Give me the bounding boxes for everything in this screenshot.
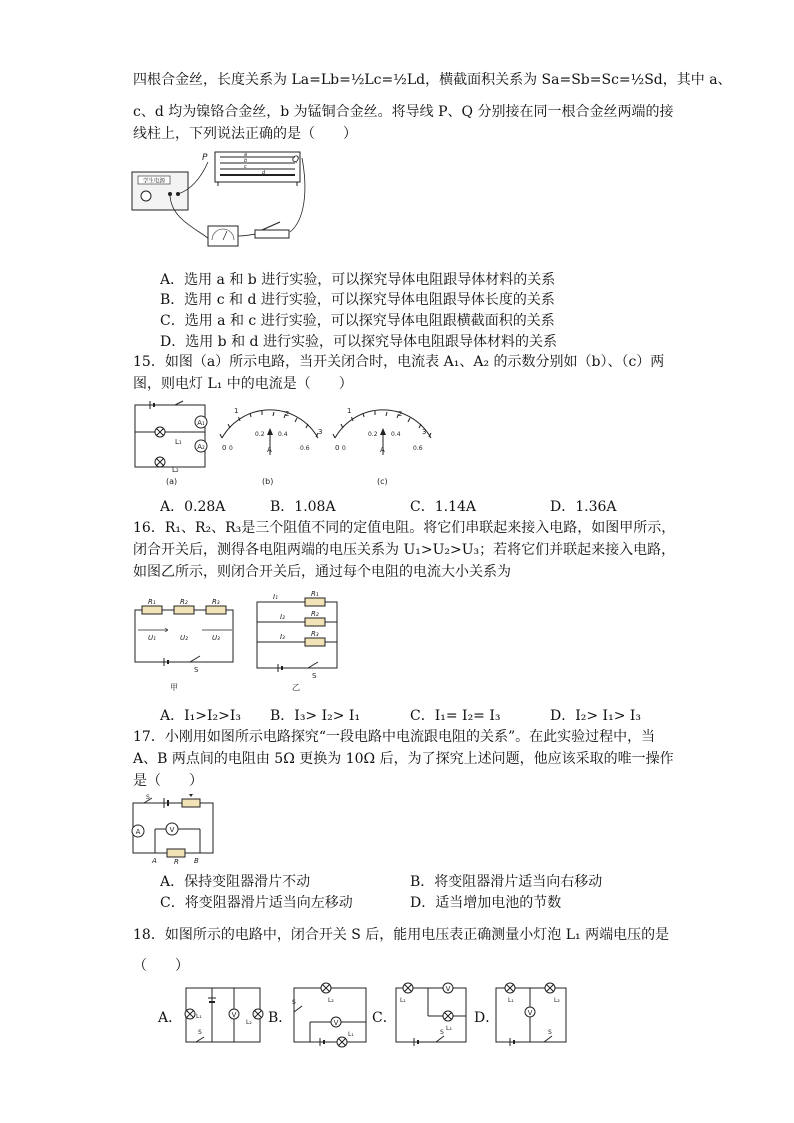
label-yi: 乙: [292, 683, 300, 692]
a-V: V: [231, 1011, 237, 1019]
q14-stem-line2: c、d 均为镍铬合金丝，b 为锰铜合金丝。将导线 P、Q 分别接在同一根合金丝两端的接: [133, 104, 674, 120]
label-A1: A₁: [197, 419, 205, 427]
label-jia: 甲: [170, 683, 178, 692]
label-U1: U₁: [148, 634, 156, 642]
q16-stem-line2: 闭合开关后，测得各电阻两端的电压关系为 U₁>U₂>U₃；若将它们并联起来接入电路，: [133, 542, 676, 558]
wire-d-label: d: [262, 170, 266, 176]
label-R1-yi: R₁: [311, 590, 319, 598]
wire-c-label: c: [244, 164, 247, 170]
label-A2: A₂: [197, 443, 205, 451]
label-fig-b: (b): [262, 477, 274, 486]
meter-c-zero: 0: [335, 444, 340, 452]
q17-option-c[interactable]: C．将变阻器滑片适当向左移动: [160, 895, 353, 911]
label-R: R: [174, 858, 179, 866]
q17-option-d[interactable]: D．适当增加电池的节数: [410, 895, 562, 911]
meter-c-top-1: 1: [347, 407, 352, 415]
q18-stem-line2: （ ）: [133, 958, 189, 974]
q17-stem-line1: 17．小刚用如图所示电路探究“一段电路中电流跟电阻的关系”。在此实验过程中，当: [133, 729, 656, 745]
meter-b-tick-04: 0.4: [278, 431, 288, 438]
c-L1: L₁: [400, 997, 406, 1004]
label-R1: R₁: [148, 598, 156, 606]
label-R2: R₂: [180, 598, 188, 606]
c-V: V: [445, 985, 451, 993]
c-L2: L₂: [446, 1025, 452, 1032]
a-L1: L₁: [196, 1013, 202, 1020]
meter-b-zero: 0: [222, 444, 227, 452]
q18-stem-line1: 18．如图所示的电路中，闭合开关 S 后，能用电压表正确测量小灯泡 L₁ 两端电压的是: [133, 927, 670, 943]
d-L2: L₂: [554, 997, 560, 1004]
meter-c-tick-04: 0.4: [391, 431, 401, 438]
q16-stem-line1: 16．R₁、R₂、R₃是三个阻值不同的定值电阻。将它们串联起来接入电路，如图甲所示，: [133, 520, 676, 536]
wire-a-label: a: [244, 152, 248, 158]
label-R2-yi: R₂: [311, 610, 319, 618]
q15-option-a[interactable]: A．0.28A: [160, 499, 226, 515]
b-L2: L₂: [328, 997, 334, 1004]
meter-b-tick-0: 0: [229, 445, 233, 452]
c-S: S: [440, 1029, 444, 1036]
b-L1: L₁: [348, 1031, 354, 1038]
meter-b-unit: A: [267, 446, 272, 454]
meter-c-top-2: 2: [398, 410, 403, 418]
label-S-jia: S: [194, 666, 199, 674]
q18-option-a-letter[interactable]: A．: [158, 1010, 183, 1026]
q14-stem-line1: 四根合金丝，长度关系为 La=Lb=½Lc=½Ld，横截面积关系为 Sa=Sb=Sc=½Sd，其中 a、: [133, 72, 732, 88]
q17-stem-line3: 是（ ）: [133, 773, 203, 789]
label-I2: I₂: [280, 613, 285, 621]
q16-option-b[interactable]: B．I₃> I₂> I₁: [270, 708, 361, 724]
a-L2: L₂: [246, 1019, 252, 1026]
label-fig-c: (c): [377, 477, 388, 486]
meter-b-tick-02: 0.2: [255, 431, 265, 438]
label-R3: R₃: [212, 598, 220, 606]
q18-circuit-a[interactable]: [182, 982, 264, 1046]
q14-figure: [130, 150, 310, 265]
q16-option-d[interactable]: D．I₂> I₁> I₃: [550, 708, 642, 724]
q18-option-d-letter[interactable]: D．: [474, 1010, 500, 1026]
ammeter-b: [220, 407, 322, 486]
q14-option-c[interactable]: C．选用 a 和 c 进行实验，可以探究导体电阻跟横截面积的关系: [160, 313, 555, 329]
q15-option-d[interactable]: D．1.36A: [550, 499, 617, 515]
meter-b-top-3: 3: [318, 428, 323, 436]
d-V: V: [527, 1009, 533, 1017]
b-V: V: [333, 1019, 339, 1027]
b-S: S: [292, 999, 296, 1006]
q16-stem-line3: 如图乙所示，则闭合开关后，通过每个电阻的电流大小关系为: [133, 564, 511, 580]
label-A-meter: A: [135, 828, 141, 836]
wire-b-label: b: [244, 158, 248, 164]
q17-figure: [130, 795, 220, 865]
supply-label: 学生电源: [142, 178, 166, 185]
q14-stem-line3: 线柱上，下列说法正确的是（ ）: [133, 126, 357, 142]
q15-option-b[interactable]: B．1.08A: [270, 499, 336, 515]
series-circuit: [135, 598, 233, 692]
label-S: S: [146, 794, 150, 801]
q16-option-c[interactable]: C．I₁= I₂= I₃: [410, 708, 501, 724]
q15-stem-line1: 15．如图（a）所示电路，当开关闭合时，电流表 A₁、A₂ 的示数分别如（b）、（c）两: [133, 354, 665, 370]
label-I1: I₁: [273, 593, 278, 601]
meter-c-tick-0: 0: [342, 445, 346, 452]
a-S: S: [198, 1029, 202, 1036]
label-Q: Q: [292, 155, 300, 165]
label-U3: U₃: [212, 634, 220, 642]
d-L1: L₁: [508, 997, 514, 1004]
d-S: S: [548, 1029, 552, 1036]
q15-stem-line2: 图，则电灯 L₁ 中的电流是（ ）: [133, 376, 353, 392]
q18-circuit-b[interactable]: [290, 982, 370, 1046]
q14-option-d[interactable]: D．选用 b 和 d 进行实验，可以探究导体电阻跟导体材料的关系: [160, 334, 557, 350]
q17-option-b[interactable]: B．将变阻器滑片适当向右移动: [410, 874, 603, 890]
meter-b-top-1: 1: [234, 407, 239, 415]
label-I3: I₃: [280, 633, 285, 641]
meter-c-top-3: 3: [422, 428, 427, 436]
q17-option-a[interactable]: A．保持变阻器滑片不动: [160, 874, 311, 890]
q17-stem-line2: A、B 两点间的电阻由 5Ω 更换为 10Ω 后，为了探究上述问题，他应该采取的唯一操作: [133, 751, 674, 767]
q14-option-a[interactable]: A．选用 a 和 b 进行实验，可以探究导体电阻跟导体材料的关系: [160, 272, 556, 288]
meter-c-tick-06: 0.6: [413, 445, 423, 452]
q15-figure: [130, 400, 430, 492]
label-fig-a: (a): [166, 477, 178, 486]
q15-option-c[interactable]: C．1.14A: [410, 499, 476, 515]
meter-b-tick-06: 0.6: [300, 445, 310, 452]
meter-b-top-2: 2: [285, 410, 290, 418]
label-L1: L₁: [175, 438, 182, 446]
meter-c-unit: A: [380, 446, 385, 454]
meter-c-tick-02: 0.2: [368, 431, 378, 438]
q18-option-c-letter[interactable]: C．: [372, 1010, 397, 1026]
label-S-yi: S: [312, 672, 317, 680]
label-U2: U₂: [180, 634, 188, 642]
q18-circuit-c[interactable]: [392, 982, 472, 1046]
q18-option-b-letter[interactable]: B．: [268, 1010, 293, 1026]
parallel-circuit: [257, 590, 337, 692]
q16-figure: [130, 590, 345, 695]
q16-option-a[interactable]: A．I₁>I₂>I₃: [160, 708, 241, 724]
label-P: P: [202, 153, 208, 163]
label-point-A: A: [152, 857, 157, 865]
label-L2: L₂: [172, 466, 179, 474]
ammeter-c: [333, 407, 431, 486]
label-point-B: B: [194, 857, 199, 865]
q14-option-b[interactable]: B．选用 c 和 d 进行实验，可以探究导体电阻跟导体长度的关系: [160, 292, 555, 308]
label-V-meter: V: [169, 826, 175, 834]
q18-circuit-d[interactable]: [492, 982, 572, 1046]
label-R3-yi: R₃: [311, 630, 319, 638]
